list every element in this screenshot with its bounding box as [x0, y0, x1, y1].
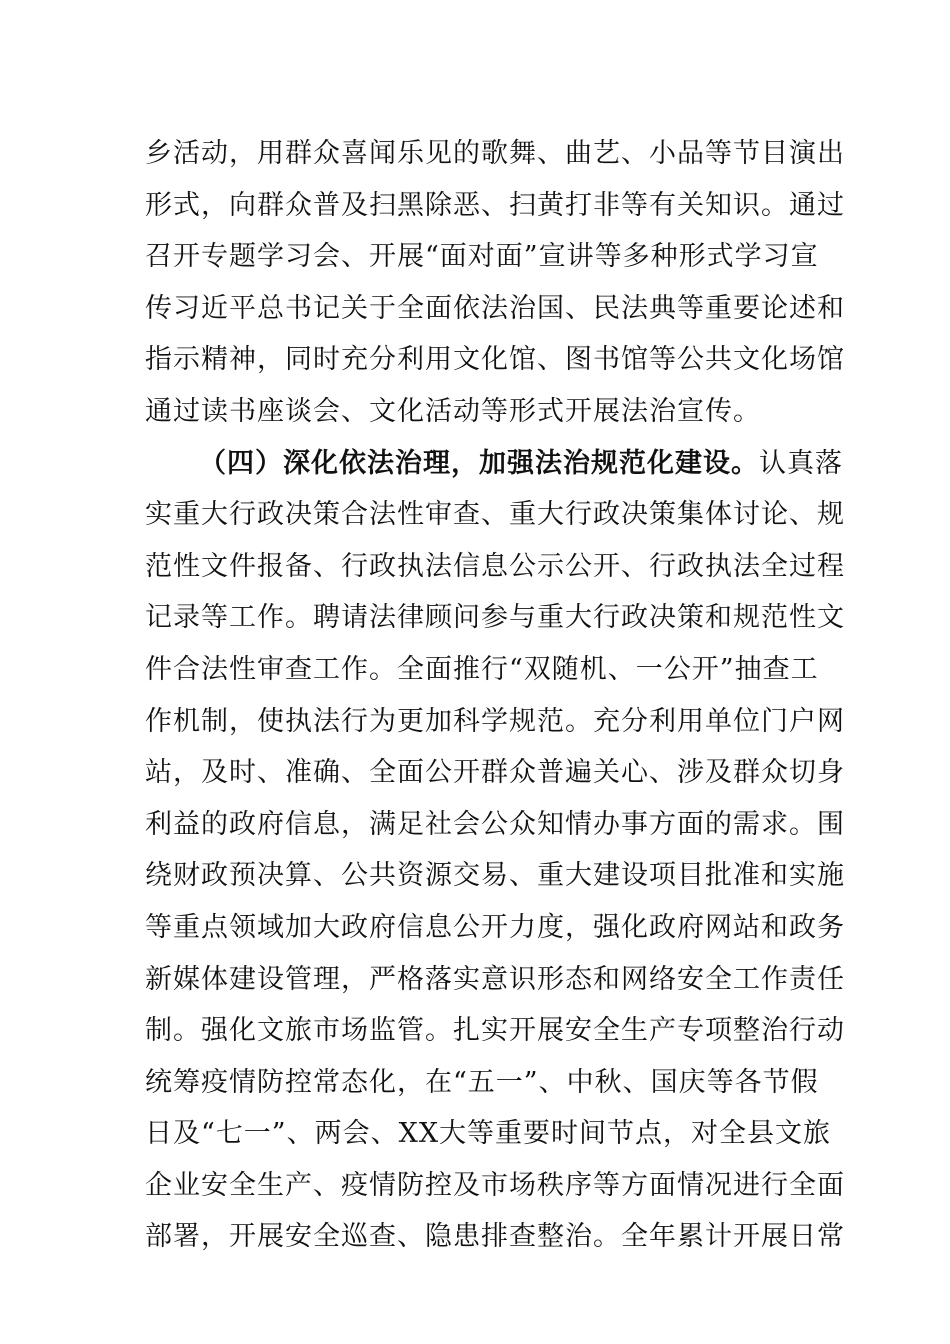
paragraph-line: 传习近平总书记关于全面依法治国、民法典等重要论述和: [145, 292, 845, 324]
paragraph-line: 乡活动，用群众喜闻乐见的歌舞、曲艺、小品等节目演出: [145, 138, 845, 169]
paragraph-line: 通过读书座谈会、文化活动等形式开展法治宣传。: [145, 395, 761, 427]
paragraph-line: 等重点领域加大政府信息公开力度，强化政府网站和政务: [145, 911, 845, 943]
paragraph-line: 新媒体建设管理，严格落实意识形态和网络安全工作责任: [145, 963, 845, 995]
paragraph-line: 绕财政预决算、公共资源交易、重大建设项目批准和实施: [145, 860, 845, 892]
paragraph-line: 记录等工作。聘请法律顾问参与重大行政决策和规范性文: [145, 602, 845, 634]
paragraph-line: 实重大行政决策合法性审查、重大行政决策集体讨论、规: [145, 499, 845, 531]
paragraph-line: 制。强化文旅市场监管。扎实开展安全生产专项整治行动: [145, 1015, 845, 1047]
paragraph-line: 范性文件报备、行政执法信息公示公开、行政执法全过程: [145, 550, 845, 582]
paragraph-line: 统筹疫情防控常态化，在“五一”、中秋、国庆等各节假: [145, 1066, 819, 1098]
paragraph-line: 作机制，使执法行为更加科学规范。充分利用单位门户网: [145, 705, 845, 737]
paragraph-line: 召开专题学习会、开展“面对面”宣讲等多种形式学习宣: [145, 241, 819, 273]
section-heading-line: [145, 438, 843, 490]
document-page: [145, 128, 845, 1263]
paragraph-text: 认真落: [759, 447, 843, 479]
paragraph-line: 指示精神，同时充分利用文化馆、图书馆等公共文化场馆: [145, 344, 845, 376]
paragraph-line: 部署，开展安全巡查、隐患排查整治。全年累计开展日常: [145, 1221, 845, 1253]
paragraph-line: 企业安全生产、疫情防控及市场秩序等方面情况进行全面: [145, 1169, 845, 1201]
paragraph-line: 件合法性审查工作。全面推行“双随机、一公开”抽查工: [145, 653, 819, 685]
paragraph-line: 站，及时、准确、全面公开群众普遍关心、涉及群众切身: [145, 757, 845, 789]
paragraph-line: 形式，向群众普及扫黑除恶、扫黄打非等有关知识。通过: [145, 189, 845, 221]
section-heading: （四）深化依法治理，加强法治规范化建设。: [199, 447, 759, 479]
paragraph-line: 利益的政府信息，满足社会公众知情办事方面的需求。围: [145, 808, 845, 840]
paragraph-line: 日及“七一”、两会、XX大等重要时间节点，对全县文旅: [145, 1118, 832, 1150]
